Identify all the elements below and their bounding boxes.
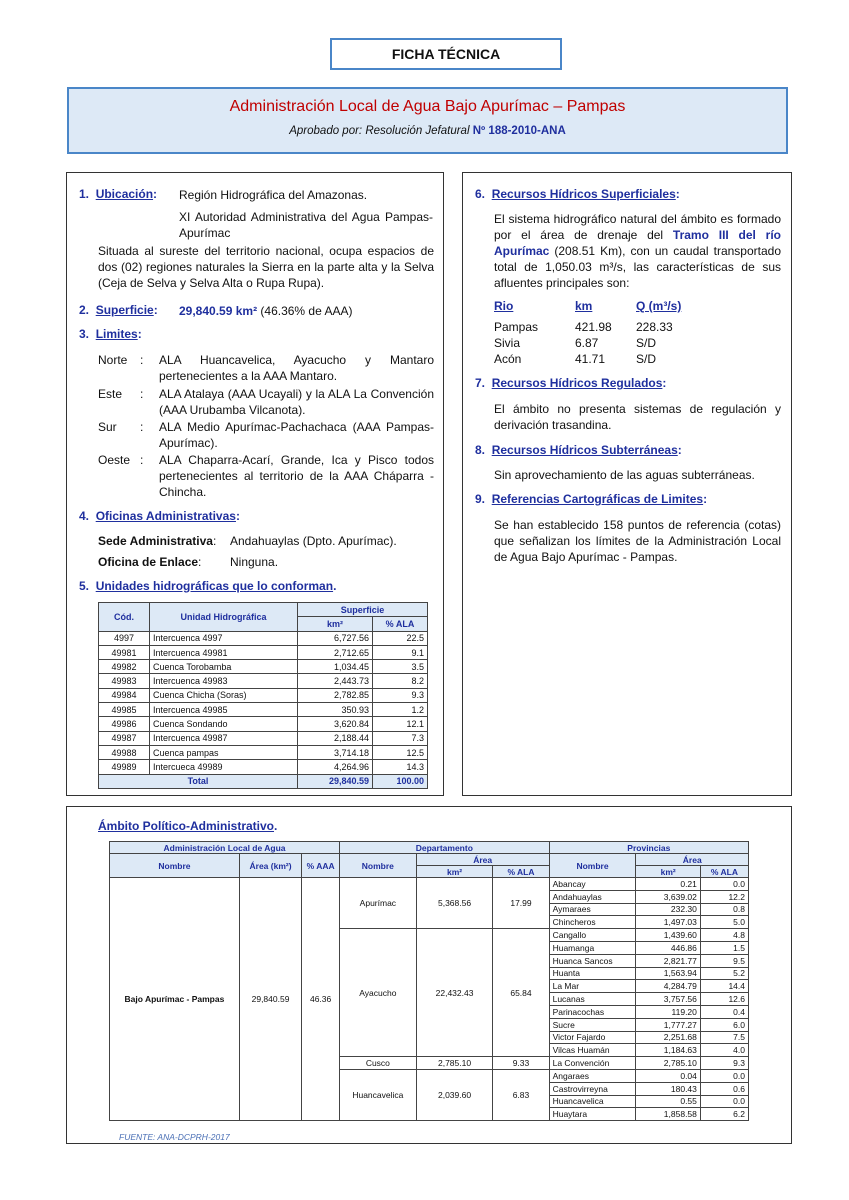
limit-norte-dir: Norte bbox=[98, 353, 128, 367]
rio-name: Pampas bbox=[494, 320, 539, 334]
enlace-label: Oficina de Enlace: bbox=[98, 555, 202, 569]
table-row bbox=[99, 688, 428, 702]
superficiales-description: El sistema hidrográfico natural del ámbito es formado por el área de drenaje del Tramo III del río Apurímac (208.51 Km), con un caudal transportado total de 1,050.03 m³/s, las características de sus afluentes principales son: bbox=[494, 212, 782, 290]
h-provincias: Provincias bbox=[549, 842, 748, 854]
sede-value: Andahuaylas (Dpto. Apurímac). bbox=[230, 534, 397, 548]
cell-pct: 9.3 bbox=[373, 688, 428, 702]
h-ala-nombre: Nombre bbox=[110, 854, 240, 878]
subterraneas-text: Sin aprovechamiento de las aguas subterráneas. bbox=[494, 468, 755, 482]
departamento-pct: 65.84 bbox=[493, 929, 549, 1057]
cell-unidad: Intercueca 49989 bbox=[150, 760, 298, 774]
cell-cod: 49988 bbox=[99, 745, 150, 759]
h-dep-km2: km² bbox=[416, 866, 493, 878]
cell-unidad: Intercuenca 49987 bbox=[150, 731, 298, 745]
cell-cod: 4997 bbox=[99, 631, 150, 645]
departamento-km2: 2,785.10 bbox=[416, 1057, 493, 1070]
departamento-pct: 9.33 bbox=[493, 1057, 549, 1070]
rio-col-header: Rio bbox=[494, 299, 514, 313]
provincia-km2: 0.21 bbox=[636, 878, 700, 891]
cell-km2: 3,620.84 bbox=[298, 717, 373, 731]
source-note: FUENTE: ANA-DCPRH-2017 bbox=[119, 1132, 230, 1142]
provincia-name: Andahuaylas bbox=[549, 890, 636, 903]
cell-unidad: Intercuenca 49985 bbox=[150, 703, 298, 717]
provincia-name: Huaytara bbox=[549, 1108, 636, 1121]
cell-cod: 49983 bbox=[99, 674, 150, 688]
cell-km2: 1,034.45 bbox=[298, 660, 373, 674]
provincia-pct: 4.0 bbox=[700, 1044, 748, 1057]
section-limites-heading: 3. Limites: bbox=[79, 327, 142, 341]
cell-pct: 9.1 bbox=[373, 645, 428, 659]
provincia-name: Victor Fajardo bbox=[549, 1031, 636, 1044]
provincia-pct: 9.5 bbox=[700, 954, 748, 967]
departamento-pct: 17.99 bbox=[493, 878, 549, 929]
unidades-table bbox=[98, 602, 428, 789]
table-row bbox=[99, 645, 428, 659]
provincia-name: Vilcas Huamán bbox=[549, 1044, 636, 1057]
rio-km: 421.98 bbox=[575, 320, 612, 334]
ala-area: 29,840.59 bbox=[239, 878, 301, 1121]
provincia-pct: 6.2 bbox=[700, 1108, 748, 1121]
document-type-title: FICHA TÉCNICA bbox=[330, 38, 562, 70]
provincia-km2: 446.86 bbox=[636, 941, 700, 954]
limit-sur-dir: Sur bbox=[98, 420, 117, 434]
cell-cod: 49985 bbox=[99, 703, 150, 717]
table-row bbox=[99, 631, 428, 645]
cell-pct: 1.2 bbox=[373, 703, 428, 717]
provincia-km2: 1,439.60 bbox=[636, 929, 700, 942]
h-ala-area: Área (km²) bbox=[239, 854, 301, 878]
cartograficas-text: Se han establecido 158 puntos de referencia (cotas) que señalizan los límites de la Administración Local de Agua Bajo Apurímac - Pampas. bbox=[494, 518, 781, 564]
h-departamento: Departamento bbox=[340, 842, 550, 854]
section-unidades-heading: 5. Unidades hidrográficas que lo conforman. bbox=[79, 579, 337, 593]
provincia-pct: 12.2 bbox=[700, 890, 748, 903]
rio-q: S/D bbox=[636, 336, 657, 350]
provincia-pct: 0.0 bbox=[700, 878, 748, 891]
table-row bbox=[99, 760, 428, 774]
h-prov-nombre: Nombre bbox=[549, 854, 636, 878]
page-title: Administración Local de Agua Bajo Apurímac – Pampas bbox=[229, 98, 626, 115]
left-panel: 1. Ubicación: Región Hidrográfica del Amazonas. XI Autoridad Administrativa del Agua Pampas-Apurímac Situada al sureste del territorio nacional, ocupa espacios de dos (02) regiones naturales la Sierra en la parte alta y la Selva (Ceja de Selva y Selva Alta o Rupa Rupa). 2. Superficie: 29,840.59 km² (46.36% de AAA) 3. Limites: Norte : ALA Huancavelica, Ayacucho y Mantaro pertenecientes a la AAA Mantaro. Este : ALA Atalaya (AAA Ucayali) y la ALA La Convención (AAA Urubamba Vilcanota). Sur : ALA Medio Apurímac-Pachachaca (AAA Pampas-Apurímac). Oeste : ALA Chaparra-Acarí, Grande, Ica y Pisco todos pertenecientes al territorio de la AAA Cháparra - Chincha. 4. Oficinas Administrativas: Sede Administrativa: Andahuaylas (Dpto. Apurímac). Oficina de Enlace: Ninguna. 5. Unidades hidrográficas que lo conforman. Cód. Unidad Hidrográfica Superficie km² % ALA 4997 Intercuenca 4997 6,727.56 22.5 49981 Intercuenca 49981 2,712.65 9.1 49982 Cuenca Torobamba 1,034.45 3.5 49983 Intercuenca 49983 2,443.73 8.2 49984 Cuenca Chicha (Soras) 2,782.85 9.3 49985 Intercuenca 49985 350.93 1.2 49986 Cuenca Sondando 3,620.84 12.1 49987 Intercuenca 49987 2,188.44 7.3 49988 Cuenca pampas 3,714.18 12.5 49989 Intercueca 49989 4,264.96 14.3 Total 29,840.59 100.00 bbox=[66, 172, 444, 796]
provincia-name: Huancavelica bbox=[549, 1095, 636, 1108]
cell-cod: 49982 bbox=[99, 660, 150, 674]
cell-km2: 2,712.65 bbox=[298, 645, 373, 659]
section-ubicacion-heading: 1. Ubicación: bbox=[79, 187, 158, 201]
departamento-km2: 22,432.43 bbox=[416, 929, 493, 1057]
provincia-pct: 0.0 bbox=[700, 1069, 748, 1082]
section-oficinas-heading: 4. Oficinas Administrativas: bbox=[79, 509, 240, 523]
cell-km2: 2,443.73 bbox=[298, 674, 373, 688]
cell-cod: 49986 bbox=[99, 717, 150, 731]
col-superficie: Superficie bbox=[298, 603, 428, 617]
provincia-pct: 1.5 bbox=[700, 941, 748, 954]
ala-pct: 46.36 bbox=[302, 878, 340, 1121]
provincia-name: La Convención bbox=[549, 1057, 636, 1070]
provincia-km2: 2,251.68 bbox=[636, 1031, 700, 1044]
rio-km: 41.71 bbox=[575, 352, 606, 366]
approval-number: Nº 188-2010-ANA bbox=[472, 125, 566, 137]
provincia-pct: 5.2 bbox=[700, 967, 748, 980]
section-subterraneas-heading: 8. Recursos Hídricos Subterráneas: bbox=[475, 443, 682, 457]
approval-line bbox=[69, 125, 786, 137]
cell-pct: 8.2 bbox=[373, 674, 428, 688]
enlace-value: Ninguna. bbox=[230, 555, 279, 569]
provincia-km2: 1,184.63 bbox=[636, 1044, 700, 1057]
provincia-km2: 1,777.27 bbox=[636, 1018, 700, 1031]
total-label: Total bbox=[99, 774, 298, 788]
cell-unidad: Intercuenca 4997 bbox=[150, 631, 298, 645]
header-banner bbox=[67, 87, 788, 154]
col-km2: km² bbox=[298, 617, 373, 631]
ubicacion-line2: XI Autoridad Administrativa del Agua Pampas-Apurímac bbox=[179, 210, 433, 240]
section-superficie-heading: 2. Superficie: bbox=[79, 303, 158, 317]
h-dep-nombre: Nombre bbox=[340, 854, 417, 878]
cell-unidad: Cuenca Sondando bbox=[150, 717, 298, 731]
col-unidad: Unidad Hidrográfica bbox=[150, 603, 298, 632]
provincia-km2: 2,821.77 bbox=[636, 954, 700, 967]
rio-q: 228.33 bbox=[636, 320, 673, 334]
km-col-header: km bbox=[575, 299, 593, 313]
provincia-pct: 4.8 bbox=[700, 929, 748, 942]
sede-label: Sede Administrativa: bbox=[98, 534, 217, 548]
cell-unidad: Intercuenca 49983 bbox=[150, 674, 298, 688]
provincia-name: Huanta bbox=[549, 967, 636, 980]
provincia-km2: 0.55 bbox=[636, 1095, 700, 1108]
table-row bbox=[110, 878, 749, 891]
provincia-km2: 4,284.79 bbox=[636, 980, 700, 993]
provincia-pct: 12.6 bbox=[700, 993, 748, 1006]
col-pct: % ALA bbox=[373, 617, 428, 631]
h-dep-pct: % ALA bbox=[493, 866, 549, 878]
departamento-km2: 5,368.56 bbox=[416, 878, 493, 929]
table-row bbox=[99, 745, 428, 759]
provincia-km2: 1,563.94 bbox=[636, 967, 700, 980]
cell-km2: 2,782.85 bbox=[298, 688, 373, 702]
provincia-name: La Mar bbox=[549, 980, 636, 993]
provincia-name: Parinacochas bbox=[549, 1005, 636, 1018]
table-row bbox=[99, 703, 428, 717]
q-col-header: Q (m³/s) bbox=[636, 299, 682, 313]
provincia-name: Angaraes bbox=[549, 1069, 636, 1082]
table-row bbox=[99, 731, 428, 745]
provincia-name: Huanca Sancos bbox=[549, 954, 636, 967]
rio-name: Acón bbox=[494, 352, 522, 366]
cell-unidad: Intercuenca 49981 bbox=[150, 645, 298, 659]
h-ala: Administración Local de Agua bbox=[110, 842, 340, 854]
h-dep-area: Área bbox=[416, 854, 549, 866]
table-row bbox=[99, 660, 428, 674]
ubicacion-description: Situada al sureste del territorio nacional, ocupa espacios de dos (02) regiones naturales la Sierra en la parte alta y la Selva (Ceja de Selva y Selva Alta o Rupa Rupa). bbox=[98, 244, 434, 290]
provincia-km2: 119.20 bbox=[636, 1005, 700, 1018]
cell-pct: 12.1 bbox=[373, 717, 428, 731]
cell-pct: 22.5 bbox=[373, 631, 428, 645]
provincia-km2: 2,785.10 bbox=[636, 1057, 700, 1070]
rio-name: Sivia bbox=[494, 336, 521, 350]
provincia-km2: 1,858.58 bbox=[636, 1108, 700, 1121]
provincia-pct: 5.0 bbox=[700, 916, 748, 929]
departamento-name: Cusco bbox=[340, 1057, 417, 1070]
limit-este-dir: Este bbox=[98, 387, 123, 401]
departamento-name: Ayacucho bbox=[340, 929, 417, 1057]
departamento-pct: 6.83 bbox=[493, 1069, 549, 1120]
cell-unidad: Cuenca Torobamba bbox=[150, 660, 298, 674]
approval-prefix: Aprobado por: Resolución Jefatural bbox=[289, 125, 470, 137]
departamento-name: Apurímac bbox=[340, 878, 417, 929]
rio-q: S/D bbox=[636, 352, 657, 366]
table-row bbox=[99, 674, 428, 688]
provincia-pct: 14.4 bbox=[700, 980, 748, 993]
cell-km2: 350.93 bbox=[298, 703, 373, 717]
cell-km2: 3,714.18 bbox=[298, 745, 373, 759]
cell-unidad: Cuenca pampas bbox=[150, 745, 298, 759]
provincia-name: Lucanas bbox=[549, 993, 636, 1006]
limit-norte-text: ALA Huancavelica, Ayacucho y Mantaro pertenecientes a la AAA Mantaro. bbox=[159, 353, 434, 383]
departamento-name: Huancavelica bbox=[340, 1069, 417, 1120]
provincia-pct: 0.8 bbox=[700, 903, 748, 916]
cell-cod: 49989 bbox=[99, 760, 150, 774]
total-pct: 100.00 bbox=[373, 774, 428, 788]
provincia-km2: 180.43 bbox=[636, 1082, 700, 1095]
superficie-value: 29,840.59 km² (46.36% de AAA) bbox=[179, 304, 353, 318]
h-ala-pct: % AAA bbox=[302, 854, 340, 878]
provincia-km2: 1,497.03 bbox=[636, 916, 700, 929]
provincia-pct: 6.0 bbox=[700, 1018, 748, 1031]
section-cartograficas-heading: 9. Referencias Cartográficas de Limites: bbox=[475, 492, 708, 506]
limit-sur-text: ALA Medio Apurímac-Pachachaca (AAA Pampas-Apurímac). bbox=[159, 420, 434, 450]
provincia-pct: 0.4 bbox=[700, 1005, 748, 1018]
ambito-panel bbox=[66, 806, 792, 1144]
col-cod: Cód. bbox=[99, 603, 150, 632]
h-prov-pct: % ALA bbox=[700, 866, 748, 878]
h-prov-km2: km² bbox=[636, 866, 700, 878]
provincia-pct: 7.5 bbox=[700, 1031, 748, 1044]
limit-este-text: ALA Atalaya (AAA Ucayali) y la ALA La Convención (AAA Urubamba Vilcanota). bbox=[159, 387, 434, 417]
cell-pct: 7.3 bbox=[373, 731, 428, 745]
ubicacion-line1: Región Hidrográfica del Amazonas. bbox=[179, 188, 368, 202]
provincia-pct: 9.3 bbox=[700, 1057, 748, 1070]
regulados-text: El ámbito no presenta sistemas de regulación y derivación trasandina. bbox=[494, 402, 781, 432]
cell-pct: 3.5 bbox=[373, 660, 428, 674]
provincia-name: Abancay bbox=[549, 878, 636, 891]
cell-cod: 49987 bbox=[99, 731, 150, 745]
provincia-name: Aymaraes bbox=[549, 903, 636, 916]
table-row bbox=[99, 717, 428, 731]
provincia-pct: 0.6 bbox=[700, 1082, 748, 1095]
provincia-name: Huamanga bbox=[549, 941, 636, 954]
provincia-name: Sucre bbox=[549, 1018, 636, 1031]
provincia-name: Castrovirreyna bbox=[549, 1082, 636, 1095]
provincia-km2: 3,639.02 bbox=[636, 890, 700, 903]
cell-km2: 6,727.56 bbox=[298, 631, 373, 645]
provincia-name: Chincheros bbox=[549, 916, 636, 929]
cell-cod: 49984 bbox=[99, 688, 150, 702]
provincia-km2: 3,757.56 bbox=[636, 993, 700, 1006]
cell-cod: 49981 bbox=[99, 645, 150, 659]
ambito-heading: Ámbito Político-Administrativo. bbox=[98, 819, 278, 833]
total-km2: 29,840.59 bbox=[298, 774, 373, 788]
section-superficiales-heading: 6. Recursos Hídricos Superficiales: bbox=[475, 187, 680, 201]
cell-unidad: Cuenca Chicha (Soras) bbox=[150, 688, 298, 702]
cell-pct: 14.3 bbox=[373, 760, 428, 774]
provincia-km2: 0.04 bbox=[636, 1069, 700, 1082]
provincia-name: Cangallo bbox=[549, 929, 636, 942]
ala-name: Bajo Apurímac - Pampas bbox=[110, 878, 240, 1121]
rio-km: 6.87 bbox=[575, 336, 599, 350]
provincia-pct: 0.0 bbox=[700, 1095, 748, 1108]
cell-km2: 4,264.96 bbox=[298, 760, 373, 774]
limit-oeste-text: ALA Chaparra-Acarí, Grande, Ica y Pisco todos pertenecientes al territorio de la AAA Cháparra - Chincha. bbox=[159, 453, 434, 499]
limit-oeste-dir: Oeste bbox=[98, 453, 131, 467]
section-regulados-heading: 7. Recursos Hídricos Regulados: bbox=[475, 376, 667, 390]
departamento-km2: 2,039.60 bbox=[416, 1069, 493, 1120]
right-panel bbox=[462, 172, 792, 796]
cell-pct: 12.5 bbox=[373, 745, 428, 759]
provincia-km2: 232.30 bbox=[636, 903, 700, 916]
ambito-table bbox=[109, 841, 749, 1121]
cell-km2: 2,188.44 bbox=[298, 731, 373, 745]
h-prov-area: Área bbox=[636, 854, 749, 866]
